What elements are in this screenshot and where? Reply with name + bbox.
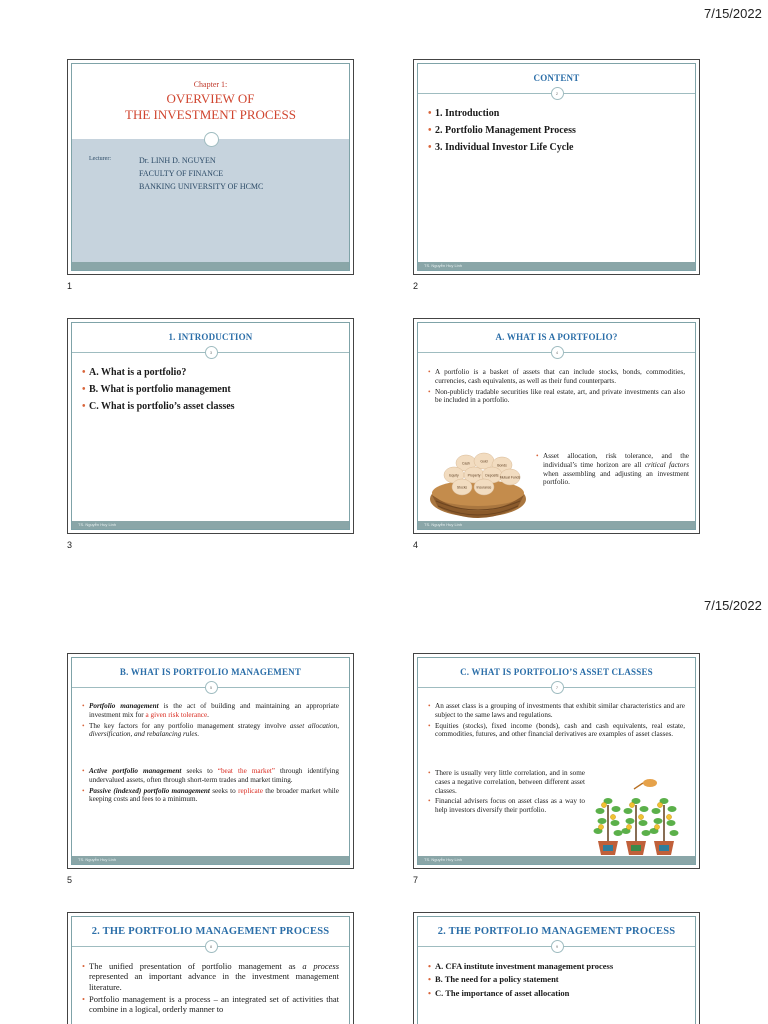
footer-text: TS. Nguyễn Huy Linh [424, 263, 463, 268]
slide-title: C. WHAT IS PORTFOLIO’S ASSET CLASSES [460, 667, 653, 677]
coin [654, 824, 659, 829]
egg-label: Insurance [476, 485, 492, 490]
money-tree-image [590, 775, 682, 857]
tree-leaf [598, 818, 607, 824]
slide-title: 1. INTRODUCTION [168, 332, 253, 342]
list-item: • Portfolio management is a process – an integrated set of activities that combine in a logical, orderly manner to [82, 994, 339, 1015]
content-list [82, 702, 339, 741]
list-item: • C. The importance of asset allocation [428, 988, 685, 998]
list-item: • An asset class is a grouping of investments that exhibit similar characteristics and are subject to the same laws and regulations. [428, 702, 685, 720]
content-list [82, 367, 339, 419]
lecturer-faculty: FACULTY OF FINANCE [139, 169, 224, 178]
tree-leaf [626, 818, 635, 824]
title-line-1: OVERVIEW OF [166, 91, 255, 106]
content-list [428, 961, 685, 1001]
slide-number: 4 [413, 540, 419, 550]
footer-text: TS. Nguyễn Huy Linh [424, 522, 463, 527]
egg-label: Mutual Funds [499, 475, 521, 480]
egg-label: Bonds [497, 463, 507, 468]
pot-label [659, 845, 669, 851]
list-item: • 2. Portfolio Management Process [428, 125, 685, 137]
list-item: • A portfolio is a basket of assets that can include stocks, bonds, commodities, currencies, cash equivalents, as well as their fund counterparts. [428, 368, 685, 386]
slide-title: B. WHAT IS PORTFOLIO MANAGEMENT [119, 667, 302, 677]
list-item: • A. CFA institute investment management process [428, 961, 685, 971]
coin [666, 814, 671, 819]
slide-footer [418, 856, 695, 864]
slide-1[interactable] [67, 59, 354, 275]
slide-2[interactable] [413, 59, 700, 275]
chapter-label: Chapter 1: [193, 80, 228, 89]
footer-text: TS. Nguyễn Huy Linh [78, 522, 117, 527]
tree-leaf [612, 806, 621, 812]
slide-9[interactable] [413, 912, 700, 1024]
egg-label: Gold [480, 459, 488, 464]
list-item: • Financial advisers focus on asset class as a way to help investors diversify their portfolio. [428, 797, 585, 815]
footer-text: TS. Nguyễn Huy Linh [424, 857, 463, 862]
slide-footer [72, 521, 349, 529]
slide-badge [204, 132, 219, 147]
content-list [82, 961, 339, 1017]
coin [638, 814, 643, 819]
tree-leaf [639, 820, 648, 826]
tree-leaf [668, 806, 677, 812]
content-list [428, 702, 685, 741]
slide-number: 2 [413, 281, 419, 291]
slide-badge: 7 [551, 681, 564, 694]
lecturer-name: Dr. LINH D. NGUYEN [139, 156, 216, 165]
slide-3[interactable] [67, 318, 354, 534]
content-list-2 [82, 767, 339, 806]
slide-footer [418, 521, 695, 529]
slide-8[interactable] [67, 912, 354, 1024]
list-item: • Portfolio management is the act of building and maintaining an appropriate investment mix for a given risk tolerance. [82, 702, 339, 720]
egg-label: Deposits [485, 473, 499, 478]
tree-leaf [652, 808, 661, 814]
slide-badge: 2 [551, 87, 564, 100]
slide-footer [72, 262, 349, 270]
watering-can [643, 779, 657, 787]
slide-title: CONTENT [533, 73, 580, 83]
slide-badge: 9 [551, 940, 564, 953]
coin [657, 802, 662, 807]
tree-leaf [642, 830, 651, 836]
egg-label: Stocks [456, 485, 468, 490]
slide-title [72, 91, 349, 123]
slide-badge: 4 [551, 346, 564, 359]
egg-label: Equity [449, 473, 459, 478]
content-list-2 [428, 769, 585, 817]
list-item: • B. The need for a policy statement [428, 974, 685, 984]
list-item: • The key factors for any portfolio management strategy involve asset allocation, diversification, and rebalancing rules. [82, 722, 339, 740]
list-item: • Passive (indexed) portfolio management seeks to replicate the broader market while keeping costs and fees to a minimum. [82, 787, 339, 805]
page-date: 7/15/2022 [704, 6, 762, 21]
slide-4[interactable] [413, 318, 700, 534]
list-item: • The unified presentation of portfolio management as a process represented an important advance in the investment management literature. [82, 961, 339, 992]
list-item: • A. What is a portfolio? [82, 367, 339, 379]
slide-number: 7 [413, 875, 419, 885]
pot-label [631, 845, 641, 851]
list-item: • C. What is portfolio’s asset classes [82, 401, 339, 413]
slide-title: 2. THE PORTFOLIO MANAGEMENT PROCESS [91, 926, 330, 937]
tree-leaf [667, 820, 676, 826]
slide-footer [72, 856, 349, 864]
egg-label: Property [467, 473, 481, 478]
lecturer-label: Lecturer: [89, 156, 111, 162]
pot-label [603, 845, 613, 851]
tree-leaf [596, 808, 605, 814]
lecturer-info [139, 154, 263, 193]
slide-number: 1 [67, 281, 73, 291]
list-item: • Equities (stocks), fixed income (bonds), cash and cash equivalents, real estate, commodities, futures, and other financial derivatives are examples of asset classes. [428, 722, 685, 740]
slide-footer [418, 262, 695, 270]
lecturer-university: BANKING UNIVERSITY OF HCMC [139, 182, 264, 191]
list-item: • Asset allocation, risk tolerance, and the individual’s time horizon are all critical factors when assembling and adjusting an investment portfolio. [536, 452, 689, 487]
slide-number: 3 [67, 540, 73, 550]
coin [601, 802, 606, 807]
list-item: • 1. Introduction [428, 108, 685, 120]
footer-text: TS. Nguyễn Huy Linh [78, 857, 117, 862]
list-item: • Non-publicly tradable securities like real estate, art, and private investments can also be included in a portfolio. [428, 388, 685, 406]
list-item: • 3. Individual Investor Life Cycle [428, 142, 685, 154]
content-list-2 [536, 452, 689, 489]
slide-5[interactable] [67, 653, 354, 869]
coin [610, 814, 615, 819]
egg-label: Cash [462, 461, 470, 466]
page-date: 7/15/2022 [704, 598, 762, 613]
content-list [428, 108, 685, 160]
slide-title: 2. THE PORTFOLIO MANAGEMENT PROCESS [437, 926, 676, 937]
content-list [428, 368, 685, 407]
tree-leaf [611, 820, 620, 826]
tree-leaf [640, 806, 649, 812]
slide-number: 5 [67, 875, 73, 885]
egg-basket-image [426, 447, 530, 519]
list-item: • Active portfolio management seeks to “beat the market” through identifying undervalued assets, often through short-term trades and market timing. [82, 767, 339, 785]
list-item: • B. What is portfolio management [82, 384, 339, 396]
tree-leaf [654, 818, 663, 824]
title-line-2: THE INVESTMENT PROCESS [125, 107, 296, 122]
tree-leaf [670, 830, 679, 836]
slide-badge: 8 [205, 940, 218, 953]
coin [626, 824, 631, 829]
coin [629, 802, 634, 807]
slide-7[interactable] [413, 653, 700, 869]
slide-badge: 5 [205, 681, 218, 694]
coin [598, 824, 603, 829]
tree-leaf [614, 830, 623, 836]
tree-leaf [624, 808, 633, 814]
slide-badge: 3 [205, 346, 218, 359]
list-item: • There is usually very little correlation, and in some cases a negative correlation, between different asset classes. [428, 769, 585, 795]
slide-title: A. WHAT IS A PORTFOLIO? [495, 332, 618, 342]
